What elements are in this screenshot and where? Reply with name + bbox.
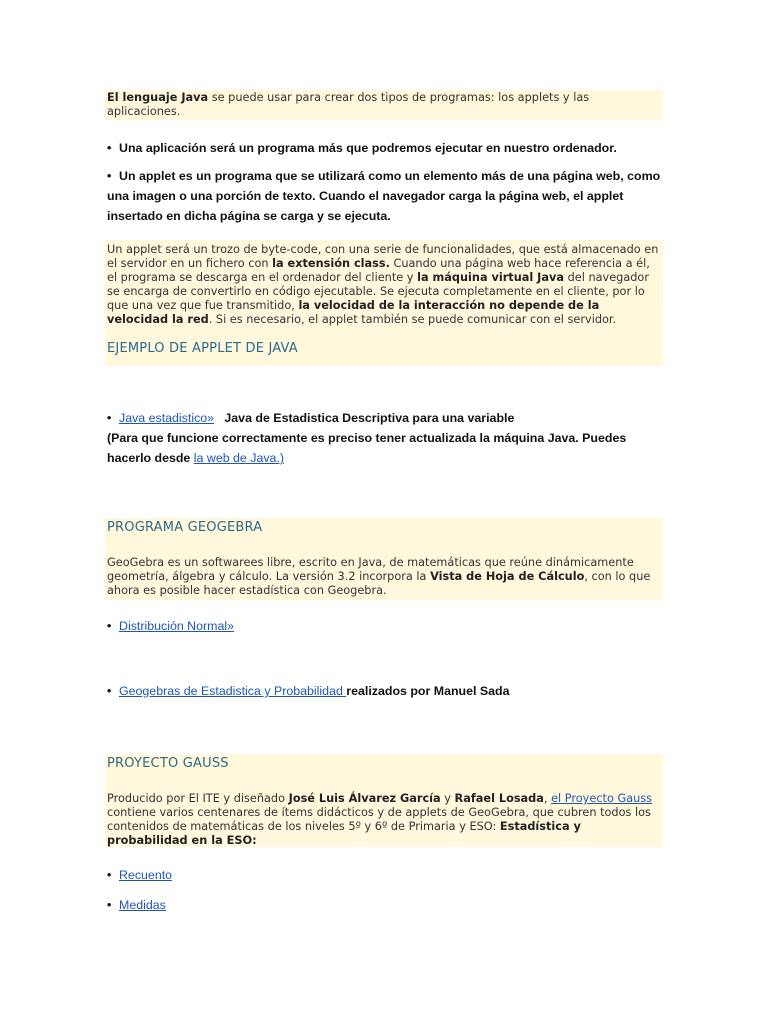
bullet-text: Java de Estadistica Descriptiva para una variable bbox=[224, 411, 515, 425]
applet-block bbox=[105, 240, 663, 366]
applet-text: del navegador se encarga de convertirlo en código ejecutable. Se ejecuta completamente en el cliente, por lo que una vez que fue transmitido, bbox=[107, 271, 649, 312]
applet-bold: la máquina virtual Java bbox=[417, 271, 564, 284]
bullet-icon: • bbox=[107, 868, 112, 882]
web-java-link[interactable]: la web de Java bbox=[193, 451, 277, 465]
distribucion-normal-link[interactable]: Distribución Normal» bbox=[119, 619, 234, 633]
applet-text: Un applet será un trozo de byte-code, con una serie de funcionalidades, que está almacenado en el servidor en un fichero con bbox=[107, 243, 659, 270]
recuento-link[interactable]: Recuento bbox=[119, 868, 173, 882]
geogebra-block bbox=[105, 518, 663, 600]
gauss-paragraph bbox=[107, 792, 660, 848]
list-item bbox=[107, 166, 667, 226]
java-note bbox=[107, 428, 667, 468]
bullet-icon: • bbox=[107, 619, 112, 633]
geogebra-text: , con lo que ahora es posible hacer estadística con Geogebra. bbox=[107, 570, 651, 597]
java-estadistico-link[interactable]: Java estadistico» bbox=[119, 411, 215, 425]
geogebra-bold: Vista de Hoja de Cálculo bbox=[430, 570, 585, 583]
gauss-text: y bbox=[440, 792, 455, 805]
list-item bbox=[107, 408, 667, 428]
applet-text: Cuando una página web hace referencia a él, el programa se descarga en el ordenador del cliente y bbox=[107, 257, 650, 284]
section-heading: PROYECTO GAUSS bbox=[107, 756, 229, 771]
gauss-bold: Estadística y probabilidad en la ESO: bbox=[107, 820, 581, 847]
bullet-icon: • bbox=[107, 898, 112, 912]
bullet-icon: • bbox=[107, 141, 112, 155]
bullet-icon: • bbox=[107, 411, 112, 425]
web-java-link-end[interactable]: .) bbox=[276, 451, 285, 465]
bullet-text: realizados por Manuel Sada bbox=[346, 684, 510, 698]
list-item bbox=[107, 681, 667, 701]
list-item bbox=[107, 895, 667, 915]
note-text: (Para que funcione correctamente es preciso tener actualizada la máquina Java. Puedes hacerlo desde bbox=[107, 431, 627, 465]
list-item bbox=[107, 865, 667, 885]
gauss-text: contiene varios centenares de ítems didácticos y de applets de GeoGebra, que cubren todos los contenidos de matemáticas de los niveles 5º y 6º de Primaria y ESO: bbox=[107, 806, 651, 833]
bullet-icon: • bbox=[107, 684, 112, 698]
gauss-bold: Rafael Losada bbox=[454, 792, 544, 805]
applet-bold: la velocidad de la interacción no depende de la velocidad la red bbox=[107, 299, 600, 326]
geogebras-estadistica-link[interactable]: Geogebras de Estadistica y Probabilidad bbox=[119, 684, 347, 698]
proyecto-gauss-link[interactable]: el Proyecto Gauss bbox=[551, 792, 653, 805]
gauss-block bbox=[105, 754, 663, 847]
bullet-text: Una aplicación será un programa más que podremos ejecutar en nuestro ordenador. bbox=[119, 141, 617, 155]
gauss-text: Producido por El ITE y diseñado bbox=[107, 792, 289, 805]
section-heading: EJEMPLO DE APPLET DE JAVA bbox=[107, 341, 298, 356]
bullet-icon: • bbox=[107, 169, 112, 183]
gauss-bold: José Luis Álvarez García bbox=[288, 792, 441, 805]
geogebra-text: GeoGebra es un softwarees libre, escrito en Java, de matemáticas que reúne dinámicamente geometría, álgebra y cálculo. La versión 3.2 incorpora la bbox=[107, 556, 634, 583]
gauss-text: , bbox=[543, 792, 552, 805]
list-item bbox=[107, 616, 667, 636]
applet-text: . Si es necesario, el applet también se puede comunicar con el servidor. bbox=[208, 313, 617, 326]
geogebra-paragraph bbox=[107, 556, 660, 598]
intro-lead: El lenguaje Java bbox=[107, 91, 209, 104]
bullet-text: Un applet es un programa que se utilizará como un elemento más de una página web, como una imagen o una porción de texto. Cuando el navegador carga la página web, el applet insertado en dicha página se carga y se ejecuta. bbox=[107, 169, 661, 223]
medidas-link[interactable]: Medidas bbox=[119, 898, 166, 912]
list-item bbox=[107, 138, 667, 158]
applet-bold: la extensión class. bbox=[272, 257, 390, 270]
applet-paragraph bbox=[107, 243, 660, 327]
intro-text: se puede usar para crear dos tipos de programas: los applets y las aplicaciones. bbox=[107, 91, 590, 118]
section-heading: PROGRAMA GEOGEBRA bbox=[107, 520, 263, 535]
intro-block bbox=[105, 90, 663, 120]
